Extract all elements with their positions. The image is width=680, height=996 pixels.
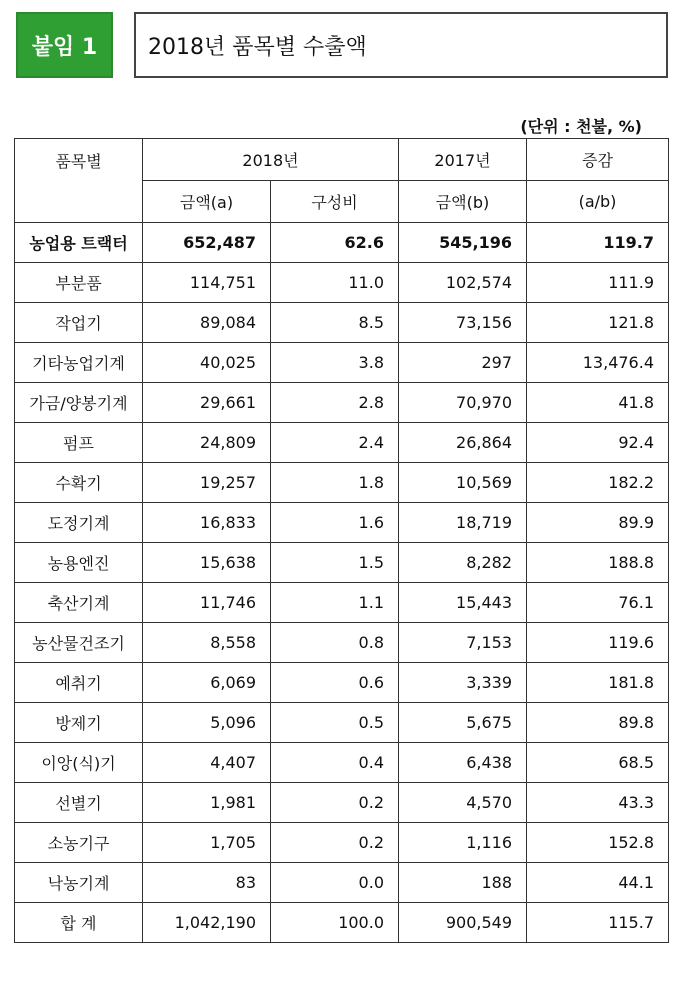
share-cell: 62.6 <box>271 223 399 263</box>
change-cell: 115.7 <box>527 903 669 943</box>
item-name-cell: 기타농업기계 <box>15 343 143 383</box>
change-cell: 89.9 <box>527 503 669 543</box>
header-2018: 2018년 <box>143 139 399 181</box>
amount-2017-cell: 4,570 <box>399 783 527 823</box>
amount-2018-cell: 1,705 <box>143 823 271 863</box>
table-row <box>15 223 669 263</box>
share-cell: 0.2 <box>271 823 399 863</box>
table-row <box>15 583 669 623</box>
amount-2017-cell: 297 <box>399 343 527 383</box>
table-row <box>15 263 669 303</box>
amount-2018-cell: 89,084 <box>143 303 271 343</box>
table-row <box>15 303 669 343</box>
amount-2017-cell: 545,196 <box>399 223 527 263</box>
table-row <box>15 543 669 583</box>
item-name-cell: 소농기구 <box>15 823 143 863</box>
subheader-ratio: (a/b) <box>527 181 669 223</box>
share-cell: 0.8 <box>271 623 399 663</box>
page-title <box>134 12 668 78</box>
change-cell: 111.9 <box>527 263 669 303</box>
amount-2017-cell: 10,569 <box>399 463 527 503</box>
table-row <box>15 623 669 663</box>
amount-2017-cell: 900,549 <box>399 903 527 943</box>
amount-2018-cell: 1,042,190 <box>143 903 271 943</box>
table-row <box>15 343 669 383</box>
table-row <box>15 783 669 823</box>
share-cell: 11.0 <box>271 263 399 303</box>
amount-2017-cell: 188 <box>399 863 527 903</box>
item-name-cell: 이앙(식)기 <box>15 743 143 783</box>
item-name-cell: 예취기 <box>15 663 143 703</box>
item-name-cell: 농용엔진 <box>15 543 143 583</box>
header-change: 증감 <box>527 139 669 181</box>
table-row <box>15 743 669 783</box>
change-cell: 119.6 <box>527 623 669 663</box>
amount-2017-cell: 3,339 <box>399 663 527 703</box>
share-cell: 0.4 <box>271 743 399 783</box>
item-name-cell: 도정기계 <box>15 503 143 543</box>
amount-2017-cell: 6,438 <box>399 743 527 783</box>
item-name-cell: 수확기 <box>15 463 143 503</box>
share-cell: 1.8 <box>271 463 399 503</box>
amount-2018-cell: 83 <box>143 863 271 903</box>
table-header-row <box>15 139 669 181</box>
amount-2018-cell: 4,407 <box>143 743 271 783</box>
item-name-cell: 작업기 <box>15 303 143 343</box>
change-cell: 121.8 <box>527 303 669 343</box>
change-cell: 76.1 <box>527 583 669 623</box>
share-cell: 0.0 <box>271 863 399 903</box>
export-table <box>14 138 669 943</box>
attachment-badge: 붙임 1 <box>16 12 113 78</box>
change-cell: 92.4 <box>527 423 669 463</box>
header-2017: 2017년 <box>399 139 527 181</box>
share-cell: 0.6 <box>271 663 399 703</box>
amount-2018-cell: 11,746 <box>143 583 271 623</box>
item-name-cell: 낙농기계 <box>15 863 143 903</box>
item-name-cell: 가금/양봉기계 <box>15 383 143 423</box>
amount-2017-cell: 5,675 <box>399 703 527 743</box>
item-name-cell: 선별기 <box>15 783 143 823</box>
table-row <box>15 503 669 543</box>
amount-2017-cell: 7,153 <box>399 623 527 663</box>
amount-2017-cell: 26,864 <box>399 423 527 463</box>
amount-2017-cell: 8,282 <box>399 543 527 583</box>
table-row <box>15 823 669 863</box>
change-cell: 152.8 <box>527 823 669 863</box>
unit-note: (단위 : 천불, %) <box>520 117 642 136</box>
share-cell: 0.5 <box>271 703 399 743</box>
share-cell: 1.6 <box>271 503 399 543</box>
header-item: 품목별 <box>15 139 143 223</box>
share-cell: 8.5 <box>271 303 399 343</box>
change-cell: 41.8 <box>527 383 669 423</box>
share-cell: 1.1 <box>271 583 399 623</box>
amount-2017-cell: 1,116 <box>399 823 527 863</box>
table-row <box>15 703 669 743</box>
amount-2018-cell: 29,661 <box>143 383 271 423</box>
change-cell: 13,476.4 <box>527 343 669 383</box>
subheader-share: 구성비 <box>271 181 399 223</box>
item-name-cell: 부분품 <box>15 263 143 303</box>
share-cell: 2.8 <box>271 383 399 423</box>
change-cell: 182.2 <box>527 463 669 503</box>
table-row <box>15 423 669 463</box>
amount-2018-cell: 19,257 <box>143 463 271 503</box>
page-title-text: 2018년 품목별 수출액 <box>148 34 367 60</box>
share-cell: 100.0 <box>271 903 399 943</box>
share-cell: 0.2 <box>271 783 399 823</box>
item-name-cell: 농업용 트랙터 <box>15 223 143 263</box>
amount-2017-cell: 70,970 <box>399 383 527 423</box>
amount-2018-cell: 8,558 <box>143 623 271 663</box>
amount-2017-cell: 18,719 <box>399 503 527 543</box>
subheader-amount-b: 금액(b) <box>399 181 527 223</box>
table-row <box>15 383 669 423</box>
table-row <box>15 863 669 903</box>
share-cell: 2.4 <box>271 423 399 463</box>
amount-2018-cell: 5,096 <box>143 703 271 743</box>
table-row <box>15 663 669 703</box>
change-cell: 188.8 <box>527 543 669 583</box>
change-cell: 119.7 <box>527 223 669 263</box>
amount-2018-cell: 24,809 <box>143 423 271 463</box>
amount-2017-cell: 73,156 <box>399 303 527 343</box>
change-cell: 44.1 <box>527 863 669 903</box>
change-cell: 43.3 <box>527 783 669 823</box>
share-cell: 3.8 <box>271 343 399 383</box>
table-row <box>15 463 669 503</box>
subheader-amount-a: 금액(a) <box>143 181 271 223</box>
share-cell: 1.5 <box>271 543 399 583</box>
change-cell: 68.5 <box>527 743 669 783</box>
amount-2017-cell: 102,574 <box>399 263 527 303</box>
item-name-cell: 농산물건조기 <box>15 623 143 663</box>
item-name-cell: 축산기계 <box>15 583 143 623</box>
amount-2018-cell: 15,638 <box>143 543 271 583</box>
amount-2018-cell: 114,751 <box>143 263 271 303</box>
amount-2017-cell: 15,443 <box>399 583 527 623</box>
amount-2018-cell: 16,833 <box>143 503 271 543</box>
change-cell: 181.8 <box>527 663 669 703</box>
amount-2018-cell: 6,069 <box>143 663 271 703</box>
item-name-cell: 방제기 <box>15 703 143 743</box>
change-cell: 89.8 <box>527 703 669 743</box>
amount-2018-cell: 1,981 <box>143 783 271 823</box>
item-name-cell: 펌프 <box>15 423 143 463</box>
total-label-cell: 합 계 <box>15 903 143 943</box>
total-row <box>15 903 669 943</box>
amount-2018-cell: 652,487 <box>143 223 271 263</box>
amount-2018-cell: 40,025 <box>143 343 271 383</box>
